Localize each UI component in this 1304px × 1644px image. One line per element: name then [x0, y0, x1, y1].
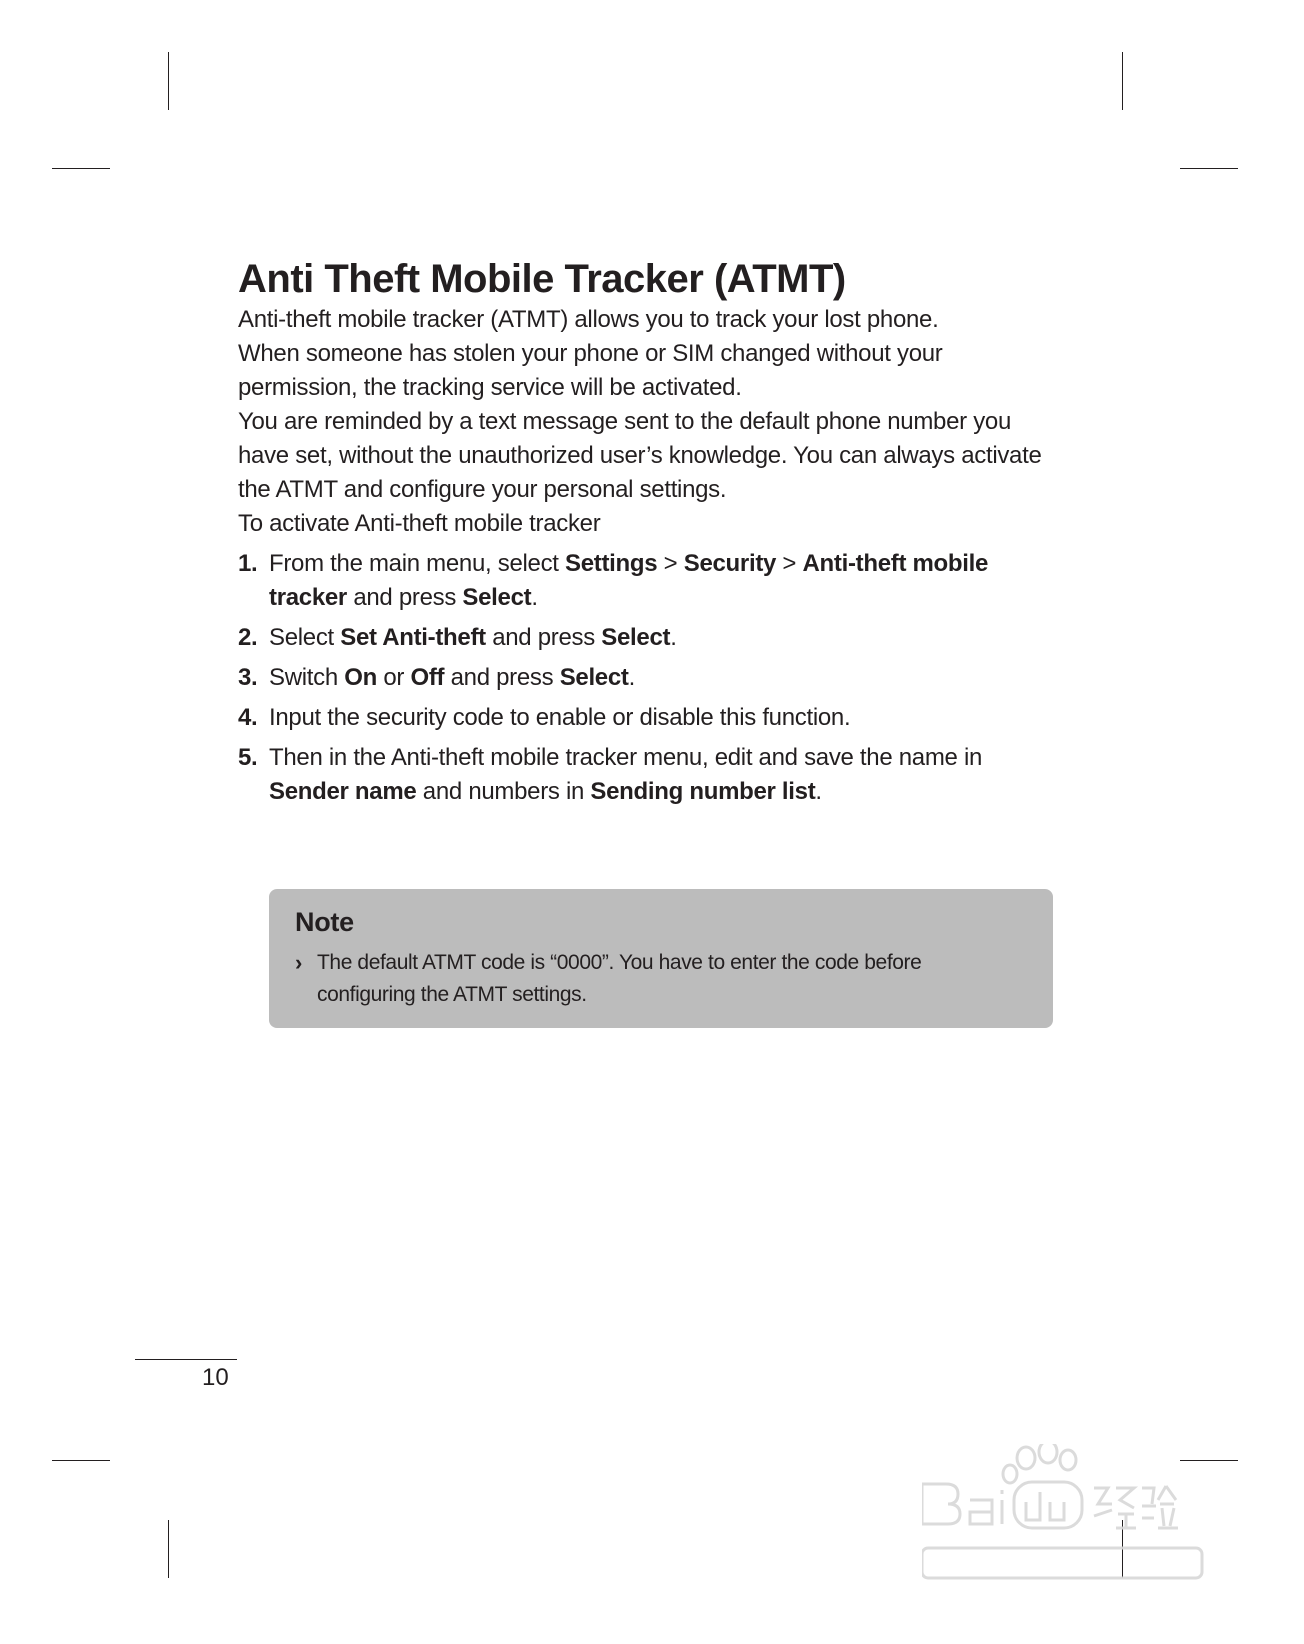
baidu-watermark-logo [922, 1444, 1222, 1604]
chevron-right-icon: › [295, 950, 303, 975]
step-number: 1. [238, 550, 258, 577]
step-text: Switch [269, 664, 345, 691]
note-box [269, 889, 1053, 1028]
activate-heading: To activate Anti-theft mobile tracker [238, 510, 601, 537]
step-item [238, 661, 1058, 695]
step-menu-item: Sender name [269, 778, 417, 805]
step-text: > [657, 550, 684, 577]
intro-paragraph: When someone has stolen your phone or SIM changed without your permission, the tracking service will be activated. [238, 340, 943, 401]
intro-paragraph: You are reminded by a text message sent to the default phone number you have set, without the unauthorized user’s knowledge. You can always activate the ATMT and configure your personal settings. [238, 408, 1042, 503]
step-number: 3. [238, 664, 258, 691]
note-text: The default ATMT code is “0000”. You have to enter the code before configuring the ATMT settings. [317, 951, 922, 1006]
step-menu-item: Security [683, 550, 777, 577]
step-item [238, 621, 1058, 655]
step-text: > [776, 550, 803, 577]
intro-paragraph: Anti-theft mobile tracker (ATMT) allows you to track your lost phone. [238, 306, 939, 333]
step-menu-item: Sending number list [590, 778, 816, 805]
step-text: and press [346, 584, 463, 611]
crop-mark [1122, 52, 1123, 110]
page-content [238, 255, 1058, 815]
crop-mark [168, 52, 169, 110]
step-menu-item: Select [462, 584, 532, 611]
step-item [238, 741, 1058, 809]
page-number-rule [135, 1359, 237, 1360]
crop-mark [52, 1460, 110, 1461]
crop-mark [1180, 168, 1238, 169]
step-menu-item: Settings [565, 550, 658, 577]
page-title: Anti Theft Mobile Tracker (ATMT) [238, 257, 846, 301]
step-number: 5. [238, 744, 258, 771]
step-menu-item: Set Anti-theft [340, 624, 486, 651]
step-menu-item: Select [559, 664, 629, 691]
step-menu-item: On [344, 664, 377, 691]
page-number: 10 [202, 1364, 229, 1391]
step-number: 2. [238, 624, 258, 651]
step-menu-item: Select [601, 624, 671, 651]
step-text: and press [444, 664, 560, 691]
step-text: . [628, 664, 635, 691]
step-number: 4. [238, 704, 258, 731]
crop-mark [168, 1520, 169, 1578]
note-title: Note [295, 907, 354, 937]
steps-list [238, 547, 1058, 809]
crop-mark [52, 168, 110, 169]
step-text: . [670, 624, 677, 651]
step-item [238, 547, 1058, 615]
step-menu-item: Off [410, 664, 445, 691]
step-text: Select [269, 624, 341, 651]
step-text: . [531, 584, 538, 611]
step-text: Then in the Anti-theft mobile tracker menu, edit and save the name in [269, 744, 983, 771]
step-text: and numbers in [416, 778, 591, 805]
step-text: and press [485, 624, 602, 651]
step-text: . [815, 778, 822, 805]
step-text: or [377, 664, 411, 691]
step-menu-item: Anti-theft mobile tracker [269, 550, 989, 611]
step-item [238, 701, 1058, 735]
step-text: From the main menu, select [269, 550, 566, 577]
step-text: Input the security code to enable or disable this function. [269, 704, 851, 731]
